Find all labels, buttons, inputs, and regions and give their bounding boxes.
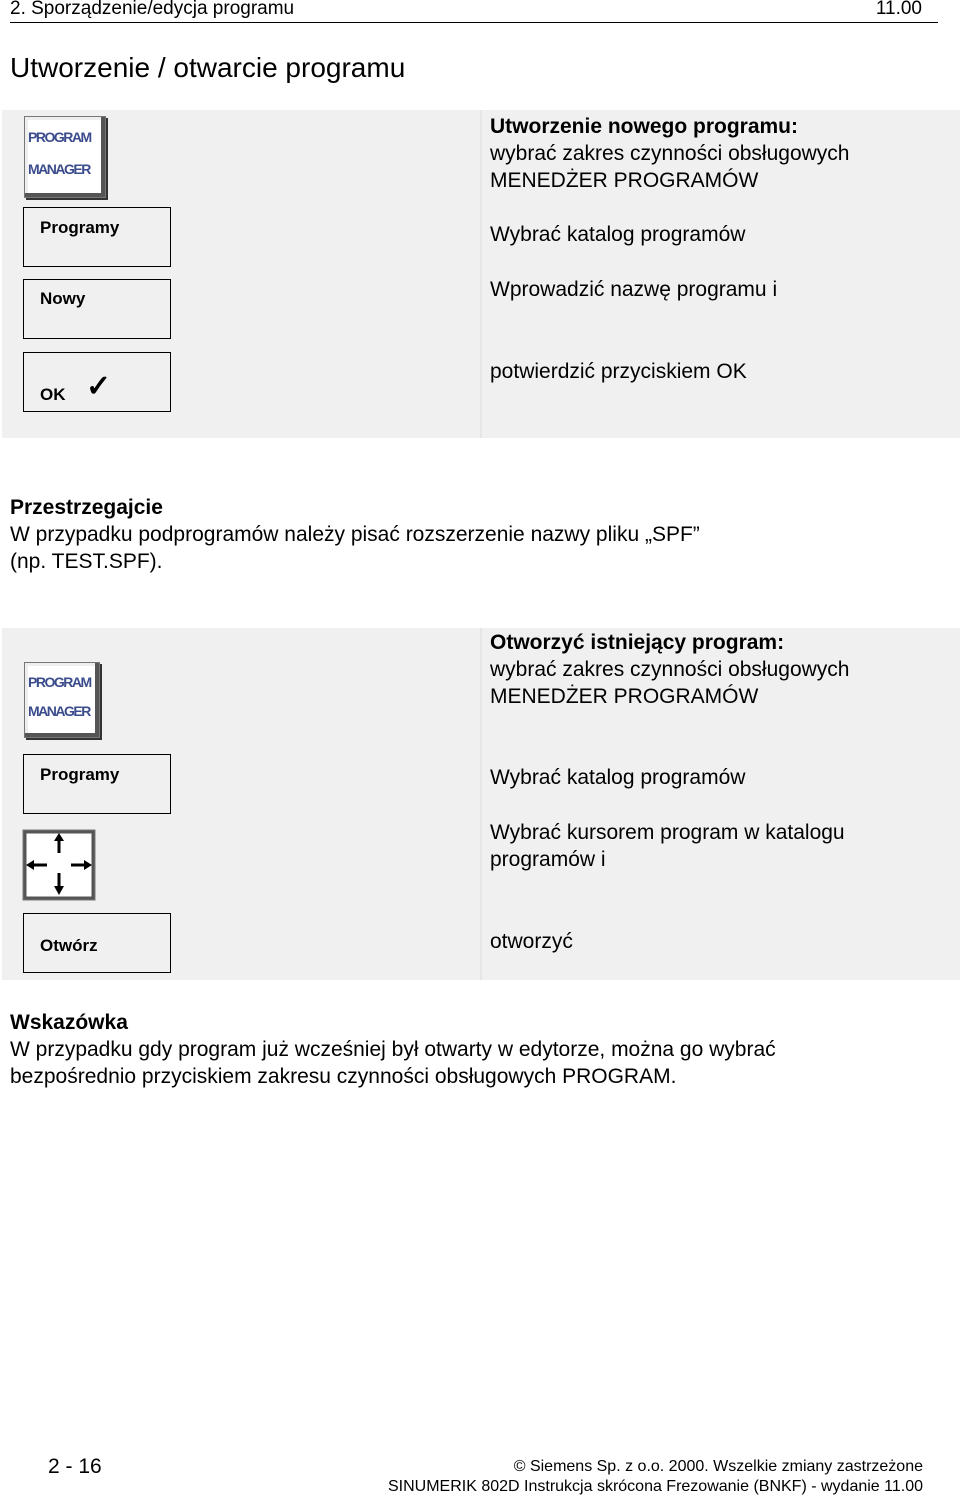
softkey-programy[interactable]: Programy [23,207,171,267]
open-heading: Otworzyć istniejący program: [490,631,785,654]
softkey-ok[interactable]: OK ✓ [23,352,171,412]
warning-title: Przestrzegajcie [10,496,163,519]
open-line2: MENEDŻER PROGRAMÓW [490,685,759,708]
create-line1: wybrać zakres czynności obsługowych [490,142,850,165]
panel-divider [480,628,482,980]
open-step-cursor1: Wybrać kursorem program w katalogu [490,821,845,844]
open-step-cursor2: programów i [490,848,606,871]
create-step-confirm: potwierdzić przyciskiem OK [490,360,747,383]
open-step-catalog: Wybrać katalog programów [490,766,746,789]
softkey-otworz[interactable]: Otwórz [23,913,171,973]
create-step-catalog: Wybrać katalog programów [490,223,746,246]
page-number: 2 - 16 [48,1455,102,1478]
panel-divider [480,110,482,438]
hint-line2: bezpośrednio przyciskiem zakresu czynności obsługowych PROGRAM. [10,1065,677,1088]
header-rule [10,22,938,23]
open-step-open: otworzyć [490,930,573,953]
program-manager-key-icon[interactable]: PROGRAM MANAGER [24,662,100,738]
softkey-programy[interactable]: Programy [23,754,171,814]
create-line2: MENEDŻER PROGRAMÓW [490,169,759,192]
softkey-nowy[interactable]: Nowy [23,279,171,339]
program-manager-key-icon[interactable]: PROGRAM MANAGER [24,116,106,198]
hint-line1: W przypadku gdy program już wcześniej był otwarty w edytorze, można go wybrać [10,1038,776,1061]
create-step-name: Wprowadzić nazwę programu i [490,278,778,301]
create-heading: Utworzenie nowego programu: [490,115,799,138]
hint-title: Wskazówka [10,1011,128,1034]
footer-copyright: © Siemens Sp. z o.o. 2000. Wszelkie zmiany zastrzeżone [513,1458,923,1475]
warning-line1: W przypadku podprogramów należy pisać rozszerzenie nazwy pliku „SPF” [10,523,700,546]
header-chapter: 2. Sporządzenie/edycja programu [10,0,295,19]
section-title: Utworzenie / otwarcie programu [10,52,406,83]
open-line1: wybrać zakres czynności obsługowych [490,658,850,681]
cursor-keys-icon[interactable] [22,829,98,903]
warning-line2: (np. TEST.SPF). [10,550,163,573]
header-version: 11.00 [875,0,922,19]
check-icon: ✓ [86,370,112,403]
footer-product: SINUMERIK 802D Instrukcja skrócona Frezowanie (BNKF) - wydanie 11.00 [387,1478,923,1495]
